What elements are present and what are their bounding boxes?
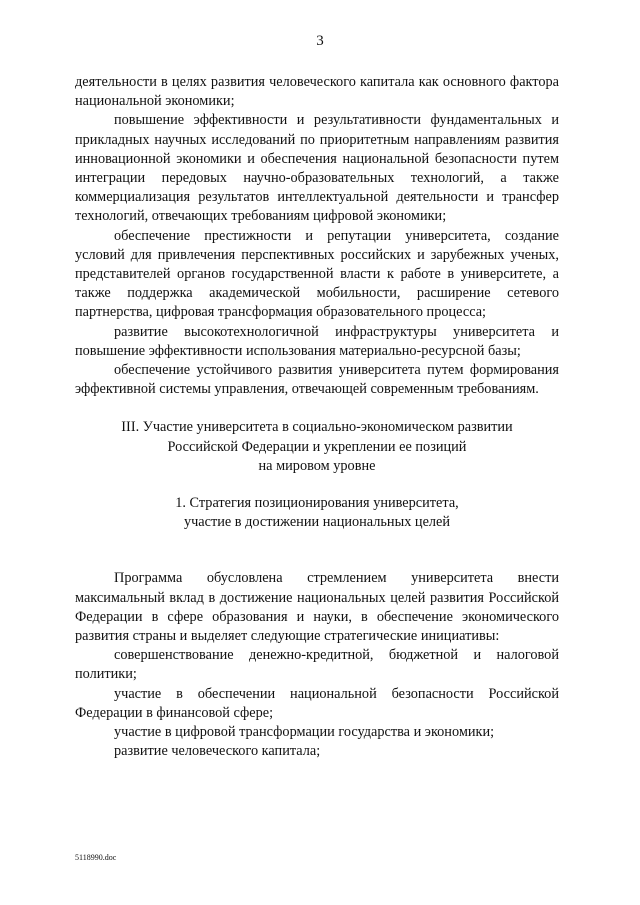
body-paragraph: развитие человеческого капитала;: [114, 743, 321, 760]
body-paragraph: участие в цифровой трансформации государства и экономики;: [114, 724, 495, 741]
page-number: 3: [316, 33, 324, 49]
body-paragraph: Программа обусловлена стремлением университета внести максимальный вклад в достижение национальных целей развития Российской Федерации в сфере образования и науки, в обеспечение экономического развития страны и выделяет следующие стратегические инициативы:: [75, 570, 559, 645]
body-paragraph: обеспечение устойчивого развития университета путем формирования эффективной системы управления, отвечающей современным требованиям.: [75, 362, 559, 398]
subsection-heading-line: участие в достижении национальных целей: [183, 514, 451, 531]
section-heading: [75, 418, 559, 476]
section-heading-line: III. Участие университета в социально-экономическом развитии: [121, 419, 513, 436]
subsection-heading-line: 1. Стратегия позиционирования университета,: [175, 495, 459, 512]
file-footer: 5118990.doc: [75, 853, 117, 862]
body-paragraph: участие в обеспечении национальной безопасности Российской Федерации в финансовой сфере;: [75, 685, 559, 721]
body-paragraph: развитие высокотехнологичной инфраструктуры университета и повышение эффективности использования материально-ресурсной базы;: [75, 323, 559, 359]
section-heading-line: Российской Федерации и укреплении ее позиций: [167, 438, 467, 455]
body-paragraph: повышение эффективности и результативности фундаментальных и прикладных научных исследований по приоритетным направлениям развития инновационной экономики и обеспечения национальной безопасности путем интеграции передовых научно-образовательных технологий, а также коммерциализация результатов интеллектуальной деятельности и трансфер технологий, отвечающих требованиям цифровой экономики;: [75, 112, 559, 225]
document-body: [75, 73, 559, 762]
body-paragraph: совершенствование денежно-кредитной, бюджетной и налоговой политики;: [75, 647, 559, 683]
body-paragraph: деятельности в целях развития человеческого капитала как основного фактора национальной экономики;: [75, 74, 559, 110]
subsection-heading: [75, 494, 559, 532]
section-heading-line: на мировом уровне: [258, 457, 376, 474]
body-paragraph: обеспечение престижности и репутации университета, создание условий для привлечения перспективных российских и зарубежных ученых, представителей органов государственной власти к работе в университете, а также поддержка академической мобильности, расширение сетевого партнерства, цифровая трансформация образовательного процесса;: [75, 227, 559, 321]
